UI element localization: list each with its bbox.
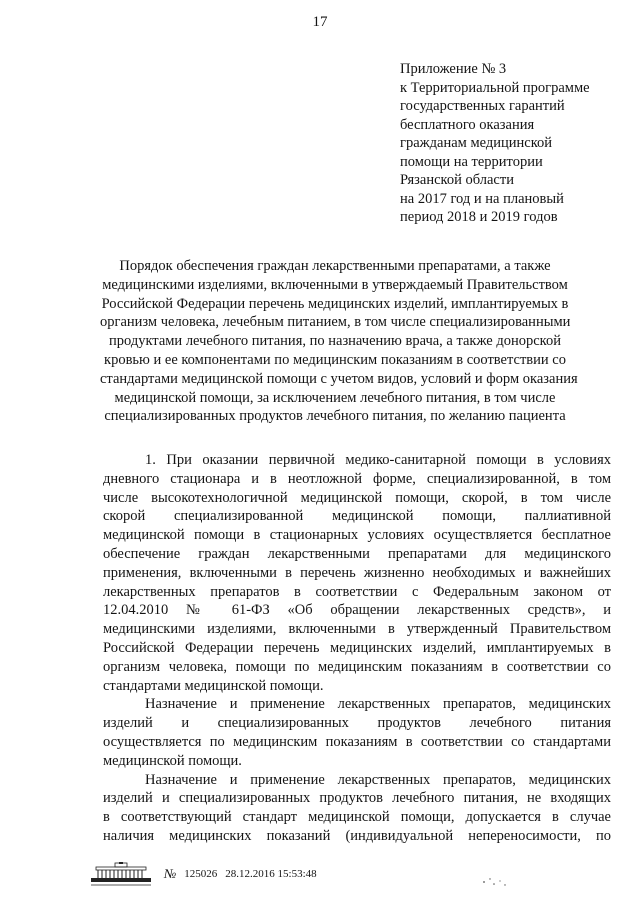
text-line: скорой специализированной медицинской помощи, паллиативной <box>103 508 611 525</box>
text-line: наличия медицинских показаний (индивидуальной непереносимости, по <box>103 827 611 844</box>
appendix-line: помощи на территории <box>400 153 543 170</box>
text-line: изделий и специализированных продуктов лечебного питания <box>103 715 611 732</box>
appendix-line: бесплатного оказания <box>400 116 535 133</box>
title-line: кровью и ее компонентами по медицинским показаниям в соответствии со <box>104 351 566 368</box>
text-line: дневного стационара и в неотложной форме, специализированной, в том <box>103 470 611 487</box>
text-line: обеспечение граждан лекарственными препаратами для медицинского <box>103 545 611 562</box>
page-number: 17 <box>312 14 328 30</box>
appendix-line: Рязанской области <box>400 172 514 188</box>
text-line: лекарственных препаратов в соответствии с Федеральным законом от <box>103 583 611 600</box>
text-line: изделий и специализированных продуктов лечебного питания, не входящих <box>103 790 611 807</box>
registration-number-symbol: № <box>164 866 177 881</box>
title-line: Порядок обеспечения граждан лекарственными препаратами, а также <box>119 258 551 274</box>
text-line: осуществляется по медицинским показаниям в соответствии со стандартами <box>103 733 611 750</box>
registration-datetime: 28.12.2016 15:53:48 <box>225 868 317 880</box>
appendix-line: государственных гарантий <box>400 98 565 114</box>
appendix-block <box>400 60 590 227</box>
title-line: стандартами медицинской помощи с учетом видов, условий и форм оказания <box>100 370 578 387</box>
scan-specks-icon <box>480 875 510 889</box>
text-line: Назначение и применение лекарственных препаратов, медицинских <box>145 771 611 788</box>
document-title <box>100 257 578 426</box>
registration-footer <box>88 862 317 886</box>
registration-number: 125026 <box>184 868 218 880</box>
text-line: организм человека, помощи по медицинским показаниям в соответствии со <box>103 658 611 675</box>
body-text <box>103 451 611 846</box>
government-building-logo-icon <box>88 862 154 886</box>
text-line: медицинскими изделиями, включенными в утвержденный Правительством <box>103 621 611 638</box>
title-line: медицинскими изделиями, включенными в утверждаемый Правительством <box>102 276 568 293</box>
paragraph-1 <box>103 451 611 695</box>
title-line: продуктами лечебного питания, по назначению врача, а также донорской <box>108 333 562 350</box>
text-line: числе высокотехнологичной медицинской помощи, скорой, в том числе <box>103 489 611 506</box>
title-line: медицинской помощи, за исключением лечебного питания, в том числе <box>114 389 556 406</box>
text-line: медицинской помощи в стационарных условиях осуществляется бесплатное <box>103 527 611 544</box>
title-line: Российской Федерации перечень медицинских изделий, имплантируемых в <box>101 295 569 312</box>
title-line: специализированных продуктов лечебного питания, по желанию пациента <box>104 408 566 425</box>
appendix-line: Приложение № 3 <box>400 61 507 77</box>
appendix-line: период 2018 и 2019 годов <box>400 209 558 225</box>
appendix-line: гражданам медицинской <box>400 135 553 151</box>
text-line: медицинской помощи. <box>103 752 242 769</box>
text-line: 1. При оказании первичной медико-санитарной помощи в условиях <box>145 452 611 468</box>
title-line: организм человека, лечебным питанием, в том числе специализированными <box>100 314 571 331</box>
text-line: 12.04.2010 № 61-ФЗ «Об обращении лекарственных средств», и <box>103 602 611 619</box>
text-line: стандартами медицинской помощи. <box>103 677 324 694</box>
appendix-line: на 2017 год и на плановый <box>400 190 564 207</box>
text-line: в соответствующий стандарт медицинской помощи, допускается в случае <box>103 809 611 826</box>
paragraph-2 <box>103 695 611 770</box>
appendix-line: к Территориальной программе <box>400 79 590 96</box>
text-line: Назначение и применение лекарственных препаратов, медицинских <box>145 696 611 713</box>
text-line: применения, включенными в перечень жизненно необходимых и важнейших <box>103 564 611 581</box>
paragraph-3 <box>103 771 611 846</box>
text-line: Российской Федерации перечень медицинских изделий, имплантируемых в <box>103 639 611 656</box>
